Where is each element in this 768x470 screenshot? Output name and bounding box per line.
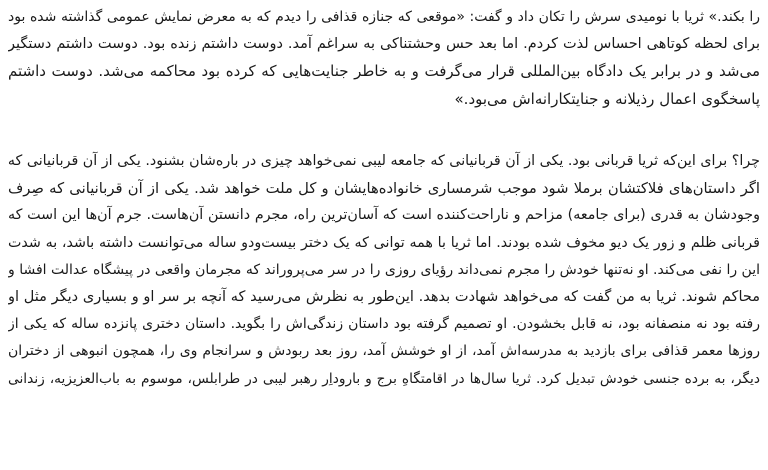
paragraph-main	[8, 148, 760, 393]
text-line: قربانی ظلم و زور یک دیو مخوف شده بودند. اما ثریا با همه توانی که یک دختر بیست‌ودو ساله می‌توانست داشته باشد، به شدت	[8, 234, 760, 251]
text-line: را بکند.» ثریا با نومیدی سرش را تکان داد و گفت: «موقعی که جنازه قذافی را دیدم که به معرض نمایش عمومی گذاشته شده بود	[8, 9, 760, 25]
text-line: وجودشان به قدری (برای جامعه) مزاحم و ناراحت‌کننده است که آسان‌ترین راه، مجرم دانستن آن‌هاست. جرم آن‌ها این است که	[8, 207, 760, 224]
text-line: اگر داستان‌های فلاکتشان برملا شود موجب شرمساری خانواده‌هایشان و کل ملت خواهد شد. یکی از آن قربانیانی که صِرف	[8, 180, 760, 198]
text-line: می‌شد و در برابر یک دادگاه بین‌المللی قرار می‌گرفت و به خاطر جنایت‌هایی که کرده بود محاکمه می‌شد. دوست داشتم	[8, 62, 760, 81]
paragraph-quote	[8, 4, 760, 113]
text-line: پاسخگوی اعمال رذیلانه و جنایتکارانه‌اش می‌بود.»	[454, 89, 760, 108]
text-line: محاکم شوند. ثریا به من گفت که می‌خواهد شهادت بدهد. این‌طور به نظرش می‌رسید که آنچه بر سر او و بسیاری دیگر مثل او	[8, 288, 760, 305]
text-line: رفته بود نه منصفانه بود، نه قابل بخشودن. او تصمیم گرفته بود داستان زندگی‌اش را بگوید. داستان دختری پانزده ساله که یکی از	[8, 316, 760, 333]
text-line: این را نفی می‌کند. او نه‌تنها خودش را مجرم نمی‌داند رؤیای روزی را در سر می‌پروراند که مجرمان واقعی در پیشگاه عدالت افشا و	[8, 261, 760, 278]
text-line: چرا؟ برای این‌که ثریا قربانی بود. یکی از آن قربانیانی که جامعه لیبی نمی‌خواهد چیزی در باره‌شان بشنود. یکی از آن قربانیانی که	[8, 153, 760, 169]
text-line: برای لحظه کوتاهی احساس لذت کردم. اما بعد حس وحشتناکی به سراغم آمد. دوست داشتم زنده بود. دوست داشتم دستگیر	[8, 36, 760, 53]
text-line: دیگر، به برده جنسی خودش تبدیل کرد. ثریا سال‌ها در اقامتگاهِ برج و باروداِر رهبر لیبی در طرابلس، موسوم به باب‌العزیزیه، زندانی	[8, 370, 760, 387]
text-line: روزها معمر قذافی برای بازدید به مدرسه‌اش آمد، از او خوشش آمد، روز بعد ربودش و سرانجام وی را، همچون انبوهی از دختران	[8, 343, 760, 360]
